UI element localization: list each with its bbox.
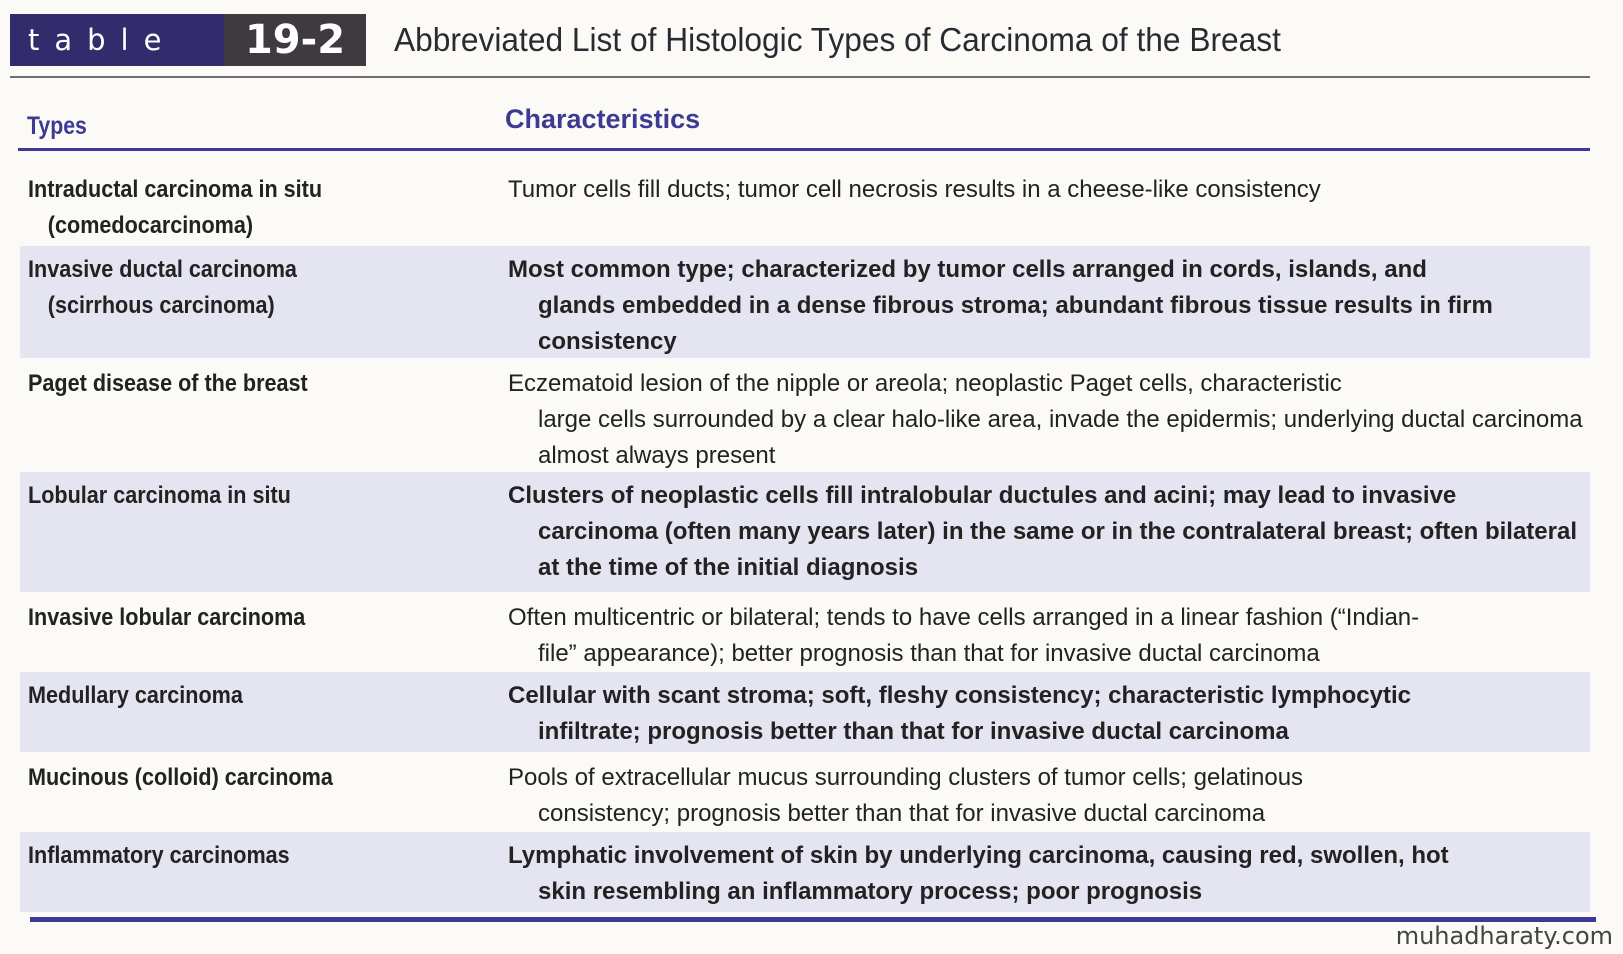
table-title-bar: [10, 14, 1318, 66]
characteristics-cell: Eczematoid lesion of the nipple or areola; neoplastic Paget cells, characteristic large cells surrounded by a clear halo-like area, invade the epidermis; underlying ductal carcinoma almost always present: [508, 370, 1583, 469]
type-cell: Lobular carcinoma in situ: [28, 482, 291, 509]
type-cell: Medullary carcinoma: [28, 682, 243, 709]
table-tag-label: table: [10, 14, 224, 66]
table-row: [20, 166, 1590, 244]
title-divider: [10, 76, 1590, 78]
characteristics-cell: Pools of extracellular mucus surrounding clusters of tumor cells; gelatinous consistency; prognosis better than that for invasive ductal carcinoma: [508, 764, 1304, 827]
type-cell: Invasive lobular carcinoma: [28, 604, 306, 631]
table-row: [20, 832, 1590, 912]
characteristics-cell: Tumor cells fill ducts; tumor cell necrosis results in a cheese-like consistency: [508, 176, 1321, 203]
type-cell: Intraductal carcinoma in situ (comedocarcinoma): [28, 176, 323, 239]
header-divider: [18, 148, 1590, 151]
table-row: [20, 360, 1590, 470]
type-cell: Mucinous (colloid) carcinoma: [28, 764, 333, 791]
table-row: [20, 246, 1590, 358]
type-cell: Inflammatory carcinomas: [28, 842, 290, 869]
table-row: [20, 594, 1590, 670]
characteristics-cell: Clusters of neoplastic cells fill intralobular ductules and acini; may lead to invasive carcinoma (often many years later) in the same or in the contralateral breast; often bilateral at the time of the initial diagnosis: [508, 482, 1577, 581]
characteristics-cell: Most common type; characterized by tumor cells arranged in cords, islands, and glands embedded in a dense fibrous stroma; abundant fibrous tissue results in firm consistency: [508, 256, 1493, 355]
characteristics-cell: Often multicentric or bilateral; tends to have cells arranged in a linear fashion (“Indian- file” appearance); better prognosis than that for invasive ductal carcinoma: [508, 604, 1420, 667]
table-number: 19-2: [224, 14, 366, 66]
column-header-characteristics: Characteristics: [505, 104, 701, 134]
table-row: [20, 672, 1590, 752]
table-row: [20, 472, 1590, 592]
column-header-types: Types: [27, 112, 87, 140]
table-title: Abbreviated List of Histologic Types of Carcinoma of the Breast: [394, 21, 1281, 58]
characteristics-cell: Cellular with scant stroma; soft, fleshy consistency; characteristic lymphocytic infiltrate; prognosis better than that for invasive ductal carcinoma: [508, 682, 1411, 745]
table-bottom-rule: [30, 917, 1596, 922]
type-cell: Invasive ductal carcinoma (scirrhous carcinoma): [28, 256, 297, 319]
type-cell: Paget disease of the breast: [28, 370, 308, 397]
site-watermark: muhadharaty.com: [1395, 922, 1613, 950]
characteristics-cell: Lymphatic involvement of skin by underlying carcinoma, causing red, swollen, hot skin resembling an inflammatory process; poor prognosis: [508, 842, 1449, 905]
table-row: [20, 754, 1590, 830]
